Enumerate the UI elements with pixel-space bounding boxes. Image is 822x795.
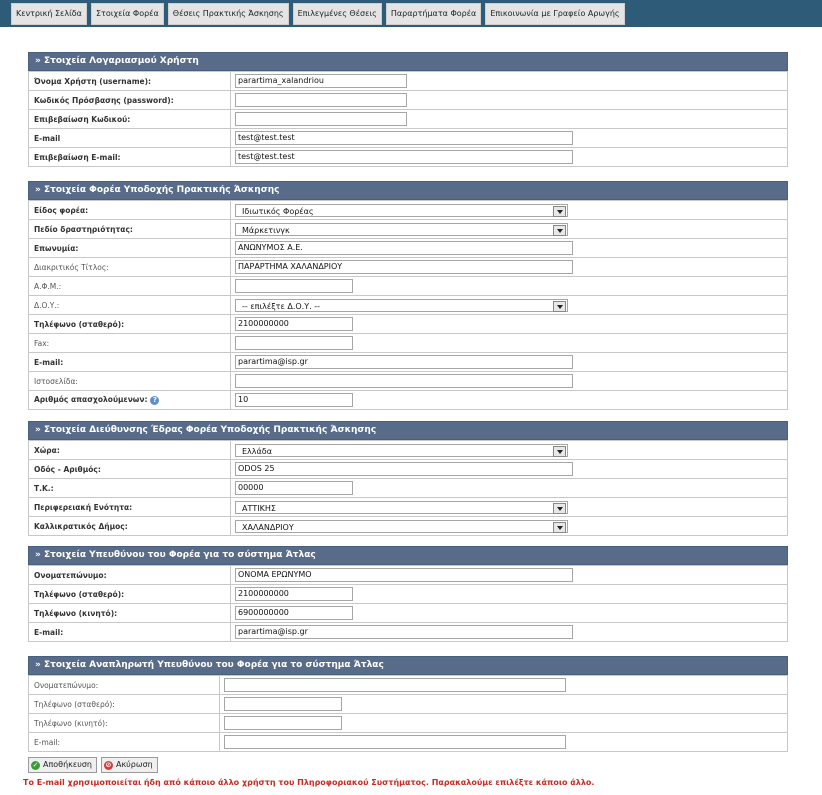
activity-field-value: Μάρκετινγκ <box>242 225 290 235</box>
chevron-down-icon <box>553 503 566 514</box>
deputy-section-title: » Στοιχεία Αναπληρωτή Υπευθύνου του Φορέα για το σύστημα Άτλας <box>28 656 788 675</box>
cancel-button[interactable] <box>101 757 158 773</box>
region-label: Περιφερειακή Ενότητα: <box>29 498 231 517</box>
save-button[interactable] <box>28 757 97 773</box>
organization-section <box>28 181 788 410</box>
email-input[interactable]: test@test.test <box>235 131 573 145</box>
tab-internship-positions[interactable]: Θέσεις Πρακτικής Άσκησης <box>168 3 289 25</box>
account-section-title: » Στοιχεία Λογαριασμού Χρήστη <box>28 52 788 71</box>
street-input[interactable]: ODOS 25 <box>235 462 573 476</box>
deputy-email-input[interactable] <box>224 735 566 749</box>
doy-label: Δ.Ο.Υ.: <box>29 296 231 315</box>
municipality-select[interactable] <box>235 520 568 533</box>
org-name-input[interactable]: ΑΝΩΝΥΜΟΣ Α.Ε. <box>235 241 573 255</box>
password-input[interactable] <box>235 93 407 107</box>
address-section-title: » Στοιχεία Διεύθυνσης Έδρας Φορέα Υποδοχής Πρακτικής Άσκησης <box>28 421 788 440</box>
password-confirm-label: Επιβεβαίωση Κωδικού: <box>29 110 231 129</box>
tab-organization-branches[interactable]: Παραρτήματα Φορέα <box>386 3 481 25</box>
cancel-button-label: Ακύρωση <box>115 760 153 769</box>
address-section <box>28 421 788 536</box>
chevron-down-icon <box>553 522 566 533</box>
deputy-phone-input[interactable] <box>224 697 342 711</box>
website-input[interactable] <box>235 374 573 388</box>
deputy-section <box>28 656 788 752</box>
org-name-label: Επωνυμία: <box>29 239 231 258</box>
email-confirm-label: Επιβεβαίωση E-mail: <box>29 148 231 167</box>
manager-mobile-label: Τηλέφωνο (κινητό): <box>29 604 231 623</box>
region-select[interactable] <box>235 501 568 514</box>
deputy-name-label: Ονοματεπώνυμο: <box>29 676 220 695</box>
manager-phone-input[interactable]: 2100000000 <box>235 587 353 601</box>
password-label: Κωδικός Πρόσβασης (password): <box>29 91 231 110</box>
help-icon[interactable]: ? <box>150 396 159 405</box>
org-email-label: E-mail: <box>29 353 231 372</box>
org-phone-label: Τηλέφωνο (σταθερό): <box>29 315 231 334</box>
country-label: Χώρα: <box>29 441 231 460</box>
cancel-icon: ⊘ <box>105 760 112 769</box>
country-select[interactable] <box>235 444 568 457</box>
manager-phone-label: Τηλέφωνο (σταθερό): <box>29 585 231 604</box>
fax-label: Fax: <box>29 334 231 353</box>
municipality-value: ΧΑΛΑΝΔΡΙΟΥ <box>242 522 294 532</box>
save-button-label: Αποθήκευση <box>43 760 92 769</box>
municipality-label: Καλλικρατικός Δήμος: <box>29 517 231 536</box>
deputy-mobile-label: Τηλέφωνο (κινητό): <box>29 714 220 733</box>
organization-section-title: » Στοιχεία Φορέα Υποδοχής Πρακτικής Άσκησης <box>28 181 788 200</box>
chevron-down-icon <box>553 225 566 236</box>
chevron-down-icon <box>553 301 566 312</box>
employees-input[interactable]: 10 <box>235 393 353 407</box>
tab-organization-details[interactable]: Στοιχεία Φορέα <box>91 3 164 25</box>
activity-field-label: Πεδίο δραστηριότητας: <box>29 220 231 239</box>
top-bar <box>0 0 822 27</box>
account-section <box>28 52 788 167</box>
email-label: E-mail <box>29 129 231 148</box>
country-value: Ελλάδα <box>242 446 272 456</box>
manager-mobile-input[interactable]: 6900000000 <box>235 606 353 620</box>
deputy-mobile-input[interactable] <box>224 716 342 730</box>
street-label: Οδός - Αριθμός: <box>29 460 231 479</box>
org-type-select[interactable] <box>235 204 568 217</box>
activity-field-select[interactable] <box>235 223 568 236</box>
tab-selected-positions[interactable]: Επιλεγμένες Θέσεις <box>293 3 382 25</box>
chevron-down-icon <box>553 446 566 457</box>
error-message: Το E-mail χρησιμοποιείται ήδη από κάποιο άλλο χρήστη του Πληροφοριακού Συστήματος. Παρακαλούμε επιλέξτε κάποιο άλλο. <box>23 778 595 787</box>
zip-input[interactable]: 00000 <box>235 481 353 495</box>
manager-email-input[interactable]: parartima@isp.gr <box>235 625 573 639</box>
manager-section <box>28 546 788 642</box>
deputy-email-label: E-mail: <box>29 733 220 752</box>
fax-input[interactable] <box>235 336 353 350</box>
doy-value: -- επιλέξτε Δ.Ο.Υ. -- <box>242 301 320 311</box>
website-label: Ιστοσελίδα: <box>29 372 231 391</box>
password-confirm-input[interactable] <box>235 112 407 126</box>
doy-select[interactable] <box>235 299 568 312</box>
tab-helpdesk-contact[interactable]: Επικοινωνία με Γραφείο Αρωγής <box>485 3 624 25</box>
afm-label: Α.Φ.Μ.: <box>29 277 231 296</box>
form-actions <box>28 757 158 773</box>
employees-label-cell <box>29 391 231 410</box>
manager-email-label: E-mail: <box>29 623 231 642</box>
deputy-name-input[interactable] <box>224 678 566 692</box>
manager-name-label: Ονοματεπώνυμο: <box>29 566 231 585</box>
employees-label: Αριθμός απασχολούμενων: <box>34 395 148 405</box>
distinct-title-label: Διακριτικός Τίτλος: <box>29 258 231 277</box>
afm-input[interactable] <box>235 279 353 293</box>
distinct-title-input[interactable]: ΠΑΡΑΡΤΗΜΑ ΧΑΛΑΝΔΡΙΟΥ <box>235 260 573 274</box>
tab-home[interactable]: Κεντρική Σελίδα <box>11 3 87 25</box>
checkmark-icon: ✓ <box>32 760 39 769</box>
zip-label: Τ.Κ.: <box>29 479 231 498</box>
manager-section-title: » Στοιχεία Υπευθύνου του Φορέα για το σύστημα Άτλας <box>28 546 788 565</box>
org-type-label: Είδος φορέα: <box>29 201 231 220</box>
chevron-down-icon <box>553 206 566 217</box>
email-confirm-input[interactable]: test@test.test <box>235 150 573 164</box>
main-tabs <box>11 3 625 25</box>
org-type-value: Ιδιωτικός Φορέας <box>242 206 314 216</box>
org-email-input[interactable]: parartima@isp.gr <box>235 355 573 369</box>
deputy-phone-label: Τηλέφωνο (σταθερό): <box>29 695 220 714</box>
org-phone-input[interactable]: 2100000000 <box>235 317 353 331</box>
username-input[interactable]: parartima_xalandriou <box>235 74 407 88</box>
username-label: Όνομα Χρήστη (username): <box>29 72 231 91</box>
region-value: ΑΤΤΙΚΗΣ <box>242 503 276 513</box>
manager-name-input[interactable]: ΟΝΟΜΑ ΕΡΩΝΥΜΟ <box>235 568 573 582</box>
